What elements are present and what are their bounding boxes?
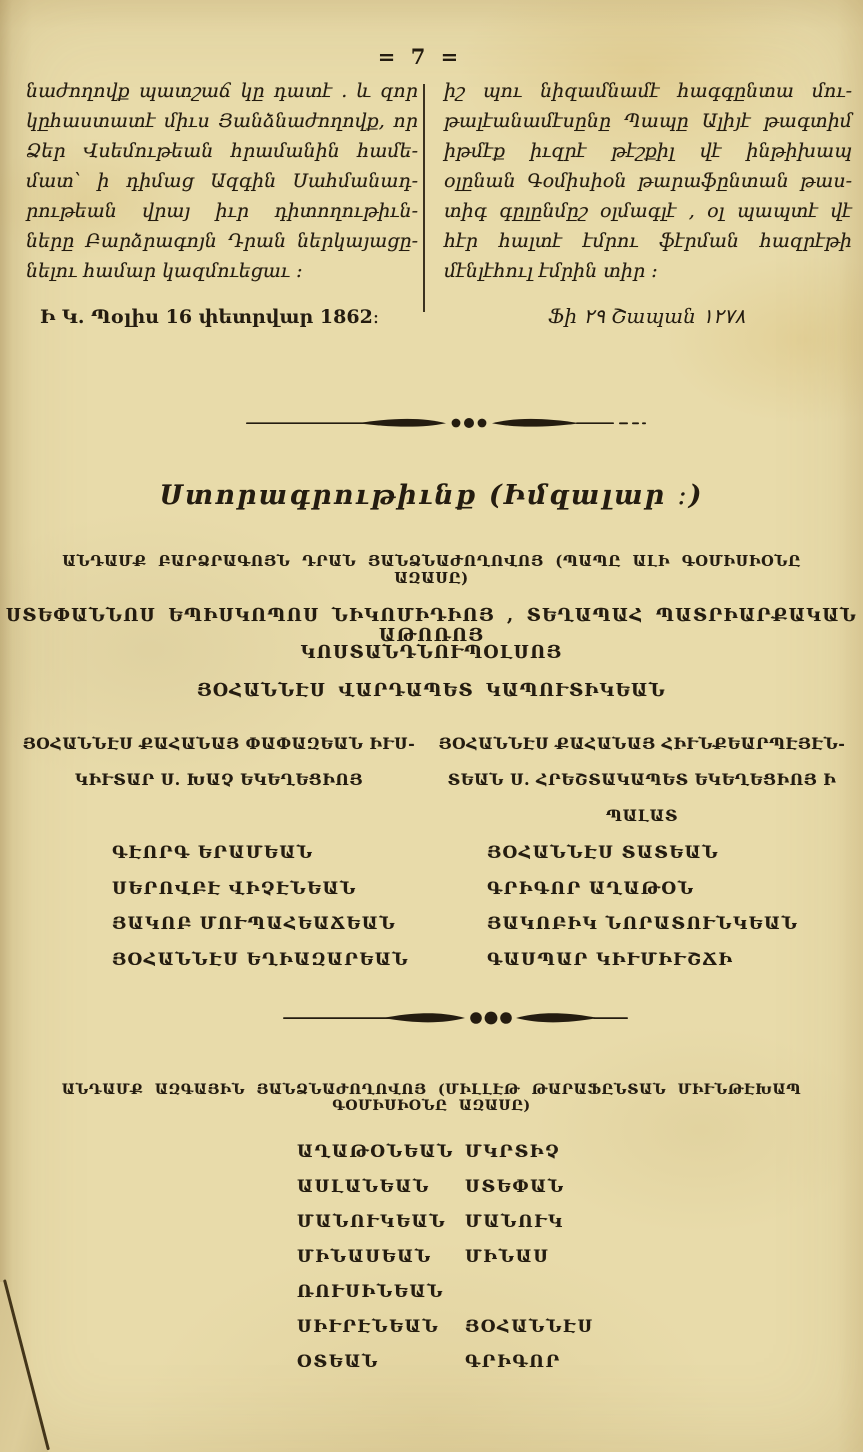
article-line: իթմէք իւզրէ թէշքիլ վէ ինթիխապ <box>444 140 852 162</box>
member-surname: ԱՂԱԹՕՆԵԱՆ <box>297 1141 455 1162</box>
member-first-name: ՄԿՐՏԻՉ <box>465 1141 561 1162</box>
dateline-gregorian: Ի Կ. Պօլիս 16 փետրվար 1862։ <box>40 306 380 328</box>
ornamental-divider-top <box>246 414 646 432</box>
vardapet-signature: ՅՕՀԱՆՆԷՍ ՎԱՐԴԱՊԵՏ ԿԱՊՈՒՏԻԿԵԱՆ <box>197 681 666 701</box>
member-first-name: ՍՏԵՓԱՆ <box>465 1176 565 1197</box>
locum-tenens-line2: ԿՈՍՏԱՆԴՆՈՒՊՕԼՍՈՅ <box>300 643 563 663</box>
priest-line: ՅՕՀԱՆՆԷՍ ՔԱՀԱՆԱՅ ՓԱՓԱԶԵԱՆ ԻՒՍ- <box>22 734 416 753</box>
member-surname: ՌՈՒՍԻՆԵԱՆ <box>297 1281 445 1302</box>
member-name: ԳԱՍՊԱՐ ԿԻՒՄԻՒՇՃԻ <box>487 949 734 970</box>
member-first-name: ՄԱՆՈՒԿ <box>465 1211 564 1232</box>
ornamental-divider-bottom <box>283 1008 628 1028</box>
porte-members-column-right <box>487 836 798 978</box>
article-line: թալէանամէսընը Պապը Ալիյէ թագտիմ <box>444 110 852 132</box>
member-first-name: ՅՕՀԱՆՆԷՍ <box>465 1316 594 1337</box>
member-surname: ՍԻՒՐԷՆԵԱՆ <box>297 1316 440 1337</box>
member-name: ՍԵՐՈՎԲԷ ՎԻՉԷՆԵԱՆ <box>112 878 357 899</box>
list-item <box>297 1204 594 1239</box>
article-line: նաժողովք պատշաճ կը դատէ . և զոր <box>26 80 418 102</box>
member-name: ՅԱԿՈԲ ՄՈՒՊԱՀԵԱՃԵԱՆ <box>112 914 397 934</box>
priest-signature-right <box>428 726 856 834</box>
list-item <box>297 1344 594 1379</box>
article-line: տիգ գըլընմըշ օլմագլէ , օլ պապտէ վէ <box>444 200 852 222</box>
list-item <box>297 1309 594 1344</box>
member-name: ՅՕՀԱՆՆԷՍ ՏԱՏԵԱՆ <box>487 843 720 863</box>
member-name: ՅԱԿՈԲԻԿ ՆՈՐԱՏՈՒՆԿԵԱՆ <box>487 914 799 934</box>
priest-line: ԿԻՒՏԱՐ Ս. ԽԱՉ ԵԿԵՂԵՑԻՈՅ <box>74 770 364 789</box>
member-name: ԳՐԻԳՈՐ ԱՂԱԹՕՆ <box>487 878 695 899</box>
article-line: րութեան վրայ իւր դիտողութիւն- <box>26 200 418 222</box>
porte-commission-header: ԱՆԴԱՄՔ ԲԱՐՁՐԱԳՈՅՆ ԴՐԱՆ ՅԱՆՁՆԱԺՈՂՈՎՈՅ (ՊԱՊԸ ԱԼԻ ԳՕՄԻՍԻՕՆԸ ԱԶԱՍԸ) <box>62 553 801 587</box>
list-item <box>297 1134 594 1169</box>
member-surname: ՕՏԵԱՆ <box>297 1351 380 1372</box>
article-line: իշ պու նիզամնամէ հագգընտա մու- <box>444 80 852 102</box>
member-name: ՅՕՀԱՆՆԷՍ ԵՂԻԱԶԱՐԵԱՆ <box>112 949 410 970</box>
priest-signature-left <box>14 726 424 798</box>
article-line: կըհաստատէ միւս Յանձնաժողովք, որ <box>26 110 418 132</box>
national-commission-header: ԱՆԴԱՄՔ ԱԶԳԱՅԻՆ ՅԱՆՁՆԱԺՈՂՈՎՈՅ (ՄԻԼԼԷԹ ԹԱՐԱՖԸՆՏԱՆ ՄԻՒՆԹԷԽԱՊ ԳՕՄԻՍԻՕՆԸ ԱԶԱՍԸ) <box>61 1082 802 1114</box>
list-item <box>297 1169 594 1204</box>
member-surname: ԱՍԼԱՆԵԱՆ <box>297 1176 430 1197</box>
article-line: օլընան Գօմիսիօն թարաֆընտան թաս- <box>444 170 852 192</box>
priest-line: ՏԵԱՆ Ս. ՀՐԵՇՏԱԿԱՊԵՏ ԵԿԵՂԵՑԻՈՅ Ի ՊԱԼԱՏ <box>447 770 837 825</box>
article-line: ները Բարձրագոյն Դրան ներկայացը- <box>26 230 418 252</box>
national-members-list <box>297 1134 594 1379</box>
locum-tenens-line1: ՍՏԵՓԱՆՆՈՍ ԵՊԻՍԿՈՊՈՍ ՆԻԿՈՄԻԴԻՈՅ , ՏԵՂԱՊԱՀ ՊԱՏՐԻԱՐՔԱԿԱՆ ԱԹՈՌՈՅ <box>5 606 858 646</box>
page-number: = 7 = <box>377 44 463 69</box>
article-line: մատ՝ ի դիմաց Ազգին Սահմանադ- <box>26 170 418 192</box>
article-column-left <box>26 76 418 286</box>
priest-line: ՅՕՀԱՆՆԷՍ ՔԱՀԱՆԱՅ ՀԻՒՆՔԵԱՐՊԷՅԷՆ- <box>438 734 846 753</box>
article-line: մէնլէհուլ էմրին տիր ։ <box>444 260 658 282</box>
member-first-name: ՄԻՆԱՍ <box>465 1246 550 1267</box>
column-divider-rule <box>423 84 425 312</box>
member-surname: ՄԻՆԱՍԵԱՆ <box>297 1246 432 1267</box>
list-item <box>297 1239 594 1274</box>
member-surname: ՄԱՆՈՒԿԵԱՆ <box>297 1211 447 1232</box>
list-item <box>297 1274 594 1309</box>
article-line: հէր հալտէ էմրու ֆէրման հազրէթի <box>444 230 852 252</box>
dateline-hijri: Ֆի ٢٩ Շապան ١٢٧٨ <box>548 304 746 328</box>
signatures-title: Ստորագրութիւնք (Իմզալար ։) <box>159 480 704 511</box>
porte-members-column-left <box>112 836 409 978</box>
article-column-right <box>444 76 852 286</box>
member-first-name: ԳՐԻԳՈՐ <box>465 1351 561 1372</box>
article-line: Ձեր Վսեմութեան հրամանին համե- <box>26 140 418 162</box>
member-name: ԳԷՈՐԳ ԵՐԱՄԵԱՆ <box>112 843 314 863</box>
article-line: նելու համար կազմուեցաւ ։ <box>26 260 303 282</box>
